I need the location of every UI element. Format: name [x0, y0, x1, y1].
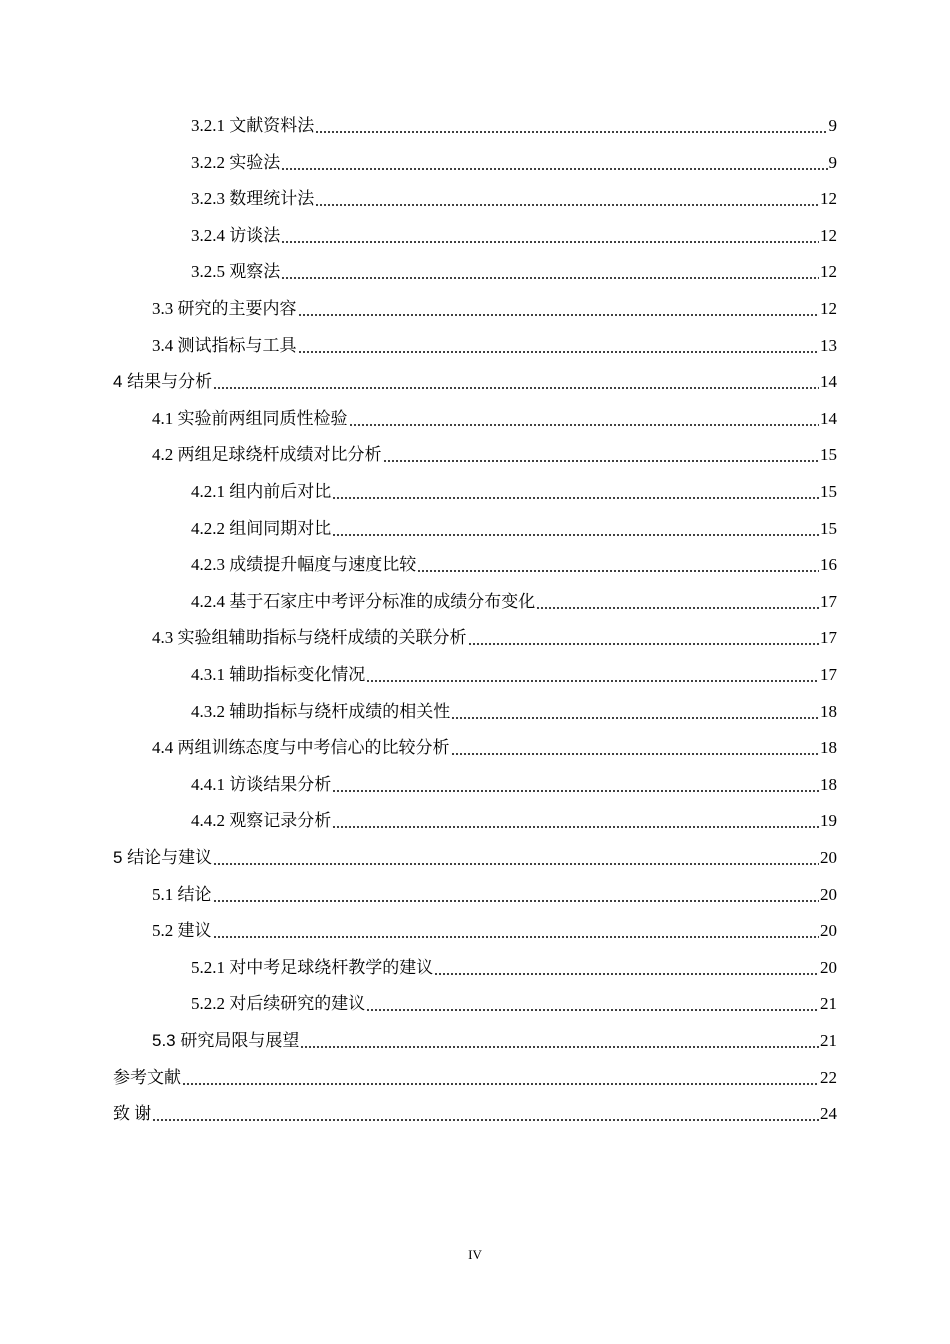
toc-entry-label: 4.2 两组足球绕杆成绩对比分析	[152, 445, 382, 465]
dot-leader	[281, 241, 819, 243]
toc-entry-page: 20	[820, 884, 837, 904]
dot-leader	[451, 753, 820, 755]
toc-entry[interactable]	[152, 437, 837, 473]
toc-entry-page: 17	[820, 665, 837, 684]
toc-entry[interactable]	[191, 547, 837, 583]
toc-entry[interactable]	[191, 254, 837, 290]
toc-entry-page: 18	[820, 701, 837, 721]
toc-entry-label: 4.4.2 观察记录分析	[191, 811, 332, 831]
toc-entry-label: 4.3.2 辅助指标与绕杆成绩的相关性	[191, 701, 451, 721]
toc-entry-label: 4.4 两组训练态度与中考信心的比较分析	[152, 738, 450, 758]
dot-leader	[366, 680, 819, 682]
toc-entry-page: 21	[820, 1031, 837, 1050]
dot-leader	[213, 863, 819, 865]
toc-entry-page: 14	[820, 408, 837, 428]
dot-leader	[315, 204, 819, 206]
toc-entry-label: 3.2.5 观察法	[191, 262, 281, 282]
dot-leader	[468, 643, 820, 645]
toc-entry-label: 4.4.1 访谈结果分析	[191, 774, 332, 794]
dot-leader	[213, 900, 820, 902]
toc-entry-label: 参考文献	[113, 1067, 181, 1087]
toc-entry[interactable]	[191, 657, 837, 693]
toc-entry-label: 5.2.2 对后续研究的建议	[191, 994, 366, 1014]
toc-entry[interactable]	[191, 584, 837, 620]
toc-entry-page: 12	[820, 189, 837, 209]
toc-entry-label: 4.2.3 成绩提升幅度与速度比较	[191, 555, 417, 575]
toc-entry-page: 19	[820, 811, 837, 831]
dot-leader	[332, 534, 819, 536]
toc-entry[interactable]	[152, 913, 837, 949]
toc-entry[interactable]	[152, 877, 837, 913]
dot-leader	[417, 570, 819, 572]
dot-leader	[300, 1046, 819, 1048]
toc-entry[interactable]	[191, 803, 837, 839]
dot-leader	[298, 351, 820, 353]
toc-entry-page: 15	[820, 518, 837, 538]
toc-entry[interactable]	[152, 730, 837, 766]
toc-entry[interactable]	[113, 364, 837, 400]
toc-entry[interactable]	[191, 181, 837, 217]
dot-leader	[366, 1009, 819, 1011]
dot-leader	[332, 497, 819, 499]
dot-leader	[315, 131, 827, 133]
dot-leader	[349, 424, 820, 426]
toc-entry[interactable]	[191, 474, 837, 510]
toc-entry-label: 4.2.4 基于石家庄中考评分标准的成绩分布变化	[191, 591, 536, 611]
toc-entry[interactable]	[152, 1023, 837, 1059]
toc-entry[interactable]	[191, 950, 837, 986]
toc-entry-label: 3.2.4 访谈法	[191, 225, 281, 245]
toc-entry-page: 15	[820, 482, 837, 501]
toc-entry[interactable]	[113, 1096, 837, 1132]
toc-entry-page: 20	[820, 848, 837, 867]
toc-entry-page: 18	[820, 774, 837, 794]
toc-entry-page: 15	[820, 445, 837, 465]
page-number: IV	[468, 1247, 482, 1262]
toc-entry[interactable]	[191, 694, 837, 730]
toc-entry-page: 14	[820, 372, 837, 392]
dot-leader	[434, 973, 819, 975]
toc-entry-label: 4.3 实验组辅助指标与绕杆成绩的关联分析	[152, 628, 467, 648]
dot-leader	[298, 314, 820, 316]
toc-entry-page: 9	[828, 116, 837, 135]
toc-entry-label: 5.2 建议	[152, 921, 212, 941]
toc-entry-label: 4.3.1 辅助指标变化情况	[191, 665, 366, 684]
toc-entry-label: 3.4 测试指标与工具	[152, 335, 297, 355]
toc-entry[interactable]	[152, 328, 837, 364]
toc-entry-page: 20	[820, 957, 837, 977]
toc-entry-label: 5.2.1 对中考足球绕杆教学的建议	[191, 957, 434, 977]
toc-entry-page: 16	[820, 555, 837, 575]
toc-entry-page: 12	[820, 225, 837, 245]
dot-leader	[383, 460, 820, 462]
toc-entry-page: 21	[820, 994, 837, 1014]
toc-entry[interactable]	[191, 218, 837, 254]
dot-leader	[536, 607, 819, 609]
dot-leader	[213, 936, 820, 938]
toc-entry[interactable]	[191, 511, 837, 547]
dot-leader	[152, 1119, 819, 1121]
toc-entry[interactable]	[152, 401, 837, 437]
toc-entry-label: 致 谢	[113, 1104, 152, 1124]
toc-entry-label: 4.1 实验前两组同质性检验	[152, 408, 348, 428]
toc-entry-label: 3.2.2 实验法	[191, 152, 281, 172]
dot-leader	[332, 790, 819, 792]
toc-entry-page: 13	[820, 335, 837, 355]
toc-entry[interactable]	[191, 108, 837, 144]
toc-entry-page: 12	[820, 299, 837, 318]
toc-entry[interactable]	[191, 145, 837, 181]
toc-entry-page: 18	[820, 738, 837, 758]
toc-entry-label: 4.2.2 组间同期对比	[191, 518, 332, 538]
dot-leader	[182, 1083, 819, 1085]
toc-entry-page: 17	[820, 591, 837, 611]
dot-leader	[213, 387, 819, 389]
toc-entry-label: 5.1 结论	[152, 884, 212, 904]
toc-entry-page: 17	[820, 628, 837, 648]
toc-entry-label: 5.3 研究局限与展望	[152, 1031, 300, 1050]
toc-entry-label: 5 结论与建议	[113, 848, 213, 867]
dot-leader	[451, 717, 819, 719]
toc-entry-page: 9	[828, 152, 837, 172]
toc-entry-page: 24	[820, 1104, 837, 1124]
toc-entry-page: 12	[820, 262, 837, 282]
toc-entry[interactable]	[191, 767, 837, 803]
toc-entry-label: 3.2.3 数理统计法	[191, 189, 315, 209]
toc-entry-page: 22	[820, 1067, 837, 1087]
dot-leader	[281, 277, 819, 279]
toc-entry[interactable]	[191, 986, 837, 1022]
toc-entry-label: 3.2.1 文献资料法	[191, 116, 315, 135]
toc-entry-label: 3.3 研究的主要内容	[152, 299, 297, 318]
toc-entry-page: 20	[820, 921, 837, 941]
toc-entry[interactable]	[113, 840, 837, 876]
dot-leader	[281, 168, 827, 170]
toc-entry-label: 4 结果与分析	[113, 372, 213, 392]
toc-entry[interactable]	[152, 291, 837, 327]
toc-entry[interactable]	[113, 1060, 837, 1096]
toc-entry-label: 4.2.1 组内前后对比	[191, 482, 332, 501]
toc-entry[interactable]	[152, 620, 837, 656]
dot-leader	[332, 826, 819, 828]
